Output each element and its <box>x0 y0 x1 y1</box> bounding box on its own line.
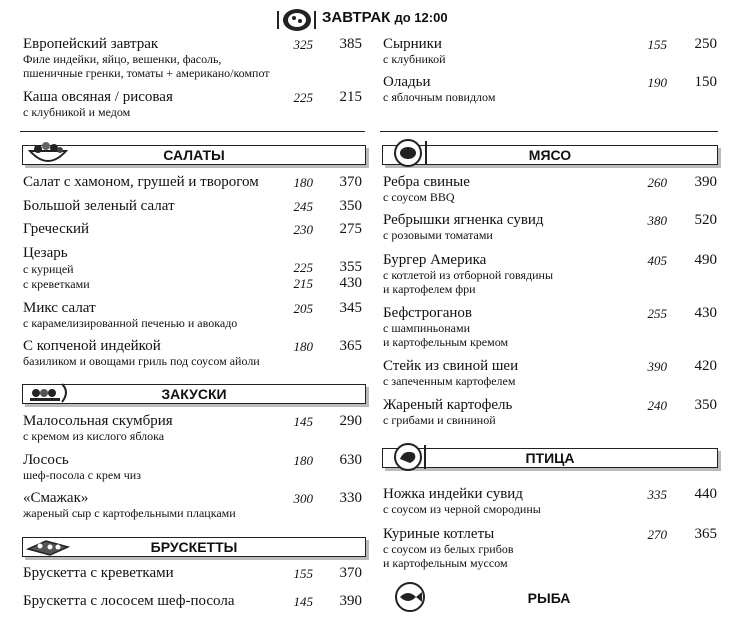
menu-item-desc: и картофельным кремом <box>383 335 509 349</box>
menu-item-desc: базиликом и овощами гриль под соусом айоли <box>23 354 260 368</box>
menu-item-price: 490 <box>694 252 717 268</box>
menu-item-desc: с кремом из кислого яблока <box>23 429 165 443</box>
menu-item-name: Бургер Америка <box>383 252 487 268</box>
menu-item-desc: с грибами и свининой <box>383 413 496 427</box>
menu-item-name: Брускетта с креветками <box>23 565 174 581</box>
menu-item-weight: 155 <box>293 566 313 581</box>
menu-item-name: Лосось <box>23 452 69 468</box>
menu-item-weight: 390 <box>647 359 667 374</box>
menu-item-name: «Смажак» <box>23 490 89 506</box>
menu-item-weight: 180 <box>293 453 313 468</box>
menu-item-desc: с карамелизированной печенью и авокадо <box>23 316 238 330</box>
snacks-title: ЗАКУСКИ <box>161 386 227 402</box>
menu-item-desc: с соусом из белых грибов <box>383 542 514 556</box>
menu-item-price: 350 <box>339 198 362 214</box>
menu-item-price: 250 <box>694 36 717 52</box>
breakfast-subtitle: до 12:00 <box>394 10 448 25</box>
menu-item-weight: 225 <box>293 260 313 275</box>
chicken-plate-icon <box>390 441 430 478</box>
menu-item-weight: 325 <box>293 37 313 52</box>
menu-item-name: Ребра свиные <box>383 174 470 190</box>
menu-item-desc: с котлетой из отборной говядины <box>383 268 554 282</box>
menu-item-desc: Филе индейки, яйцо, вешенки, фасоль, <box>23 52 222 66</box>
menu-item-name: Большой зеленый салат <box>23 198 175 214</box>
menu-item-price: 520 <box>694 212 717 228</box>
menu-item-desc: с соусом BBQ <box>383 190 455 204</box>
poultry-title: ПТИЦА <box>525 450 575 466</box>
menu-item-desc: жареный сыр с картофельными плацками <box>23 506 236 520</box>
snacks-header <box>22 384 366 404</box>
menu-item-price: 430 <box>694 305 717 321</box>
menu-item-weight: 300 <box>293 491 313 506</box>
menu-item-desc: с клубникой <box>383 52 446 66</box>
menu-item-name: Стейк из свиной шеи <box>383 358 519 374</box>
menu-item-price: 150 <box>694 74 717 90</box>
steak-plate-icon <box>388 137 432 174</box>
menu-item-weight: 155 <box>647 37 667 52</box>
menu-item-price: 440 <box>694 486 717 502</box>
menu-item-price: 430 <box>339 275 362 291</box>
salads-title: САЛАТЫ <box>163 147 225 163</box>
menu-item-name: Ножка индейки сувид <box>383 486 523 502</box>
menu-item-name: Греческий <box>23 221 90 237</box>
section-divider <box>380 131 718 132</box>
breakfast-title-text: ЗАВТРАК <box>322 9 391 26</box>
salads-header <box>22 145 366 165</box>
menu-item-weight: 180 <box>293 175 313 190</box>
menu-item-price: 370 <box>339 565 362 581</box>
menu-item-weight: 240 <box>647 398 667 413</box>
menu-item-weight: 230 <box>293 222 313 237</box>
menu-item-price: 370 <box>339 174 362 190</box>
menu-item-price: 350 <box>694 397 717 413</box>
section-divider <box>20 131 365 132</box>
breakfast-title <box>322 9 448 27</box>
menu-item-weight: 270 <box>647 527 667 542</box>
menu-item-weight: 190 <box>647 75 667 90</box>
menu-item-weight: 205 <box>293 301 313 316</box>
menu-item-name: Европейский завтрак <box>23 36 159 52</box>
menu-item-price: 420 <box>694 358 717 374</box>
menu-item-desc: и картофелем фри <box>383 282 476 296</box>
menu-item-price: 365 <box>694 526 717 542</box>
menu-item-price: 330 <box>339 490 362 506</box>
menu-item-price: 390 <box>694 174 717 190</box>
menu-item-weight: 245 <box>293 199 313 214</box>
menu-item-price: 365 <box>339 338 362 354</box>
menu-item-price: 290 <box>339 413 362 429</box>
menu-item-name: С копченой индейкой <box>23 338 161 354</box>
menu-item-desc: с запеченным картофелем <box>383 374 516 388</box>
menu-item-name: Куриные котлеты <box>383 526 495 542</box>
meat-header <box>382 145 718 165</box>
menu-item-weight: 225 <box>293 90 313 105</box>
menu-item-weight: 255 <box>647 306 667 321</box>
menu-item-desc: с шампиньонами <box>383 321 470 335</box>
menu-item-desc: пшеничные гренки, томаты + американо/компот <box>23 66 270 80</box>
salad-bowl-icon <box>26 139 70 172</box>
poultry-header <box>382 448 718 468</box>
bruschetta-header <box>22 537 366 557</box>
menu-item-name: Микс салат <box>23 300 96 316</box>
menu-item-desc: с креветками <box>23 277 90 291</box>
breakfast-icon <box>275 5 317 33</box>
skewer-snacks-icon <box>28 378 70 413</box>
menu-item-weight: 405 <box>647 253 667 268</box>
menu-item-price: 345 <box>339 300 362 316</box>
menu-item-price: 215 <box>339 89 362 105</box>
menu-item-weight: 145 <box>293 594 313 609</box>
menu-item-name: Брускетта с лососем шеф-посола <box>23 593 235 609</box>
bruschetta-icon <box>26 533 70 562</box>
menu-item-weight: 380 <box>647 213 667 228</box>
bruschetta-title: БРУСКЕТТЫ <box>150 539 238 555</box>
menu-item-name: Бефстроганов <box>383 305 472 321</box>
menu-item-name: Каша овсяная / рисовая <box>23 89 173 105</box>
menu-item-desc: шеф-посола с крем чиз <box>23 468 141 482</box>
menu-item-price: 385 <box>339 36 362 52</box>
menu-item-desc: с соусом из черной смородины <box>383 502 541 516</box>
menu-item-name: Малосольная скумбрия <box>23 413 173 429</box>
menu-item-price: 630 <box>339 452 362 468</box>
menu-item-name: Ребрышки ягненка сувид <box>383 212 544 228</box>
menu-item-desc: с клубникой и медом <box>23 105 131 119</box>
menu-item-name: Сырники <box>383 36 442 52</box>
meat-title: МЯСО <box>528 147 572 163</box>
menu-item-price: 355 <box>339 259 362 275</box>
menu-item-weight: 145 <box>293 414 313 429</box>
menu-item-weight: 215 <box>293 276 313 291</box>
menu-item-price: 390 <box>339 593 362 609</box>
menu-item-weight: 180 <box>293 339 313 354</box>
menu-item-weight: 260 <box>647 175 667 190</box>
menu-item-weight: 335 <box>647 487 667 502</box>
menu-item-desc: и картофельным муссом <box>383 556 508 570</box>
menu-item-name: Жареный картофель <box>383 397 513 413</box>
menu-item-name: Цезарь <box>23 245 68 261</box>
menu-item-desc: с курицей <box>23 262 74 276</box>
fish-title: РЫБА <box>527 590 571 606</box>
menu-item-desc: с розовыми томатами <box>383 228 493 242</box>
menu-item-desc: с яблочным повидлом <box>383 90 496 104</box>
menu-item-name: Салат с хамоном, грушей и творогом <box>23 174 259 190</box>
menu-item-name: Оладьи <box>383 74 431 90</box>
menu-item-price: 275 <box>339 221 362 237</box>
